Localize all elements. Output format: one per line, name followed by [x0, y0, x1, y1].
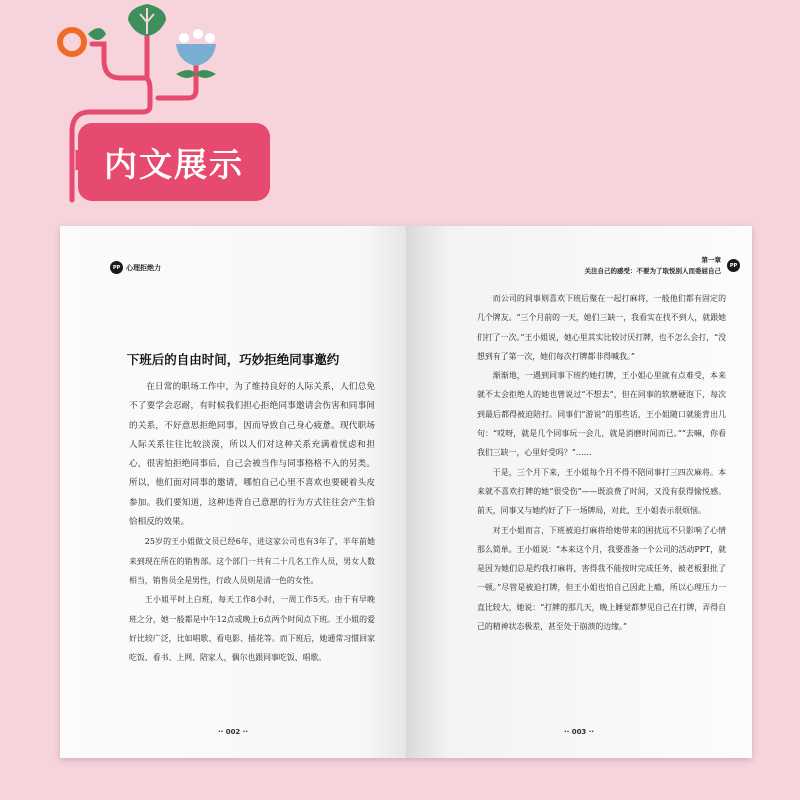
banner-title: 内文展示 [104, 144, 244, 184]
page-number: ·· 002 ·· [217, 728, 249, 736]
stem-line [158, 64, 196, 98]
right-page [406, 226, 752, 758]
leaf-icon [88, 28, 106, 40]
leaf-icon [196, 70, 216, 78]
section-title: 下班后的自由时间，巧妙拒绝同事邀约 [126, 352, 340, 367]
page-number: ·· 003 ·· [563, 728, 595, 736]
book-logo-icon: PP [110, 261, 123, 274]
orange-flower-icon [60, 30, 84, 54]
book-logo-icon: PP [727, 259, 740, 272]
paragraph: 25岁的王小姐做文员已经6年，进这家公司也有3年了，半年前她来到现在所在的销售部。这个部门一共有二十几名工作人员，男女人数相当，销售员全是男性，行政人员则是清一色的女性。 [129, 537, 375, 585]
paragraph: 王小姐平时上白班，每天工作8小时，一周工作5天。由于有早晚班之分，她一般都是中午12点或晚上6点两个时间点下班。王小姐的爱好比较广泛，比如唱歌、看电影、插花等。而下班后，她通常习惯回家吃饭、看书、上网、陪家人，偶尔也跟同事吃饭、唱歌。 [129, 595, 375, 663]
leaf-icon [176, 70, 196, 78]
left-body-text [129, 378, 375, 667]
left-page [60, 226, 406, 758]
paragraph: 渐渐地，一遇到同事下班约她打牌，王小姐心里就有点难受，本来就不太会拒绝人的她也曾说过“不想去”，但在同事的软磨硬泡下，每次到最后都得被迫陪打。同事们“游说”的那些话，王小姐随口就能背出几句：“哎呀，就是几个同事玩一会儿，就是消磨时间而已。”“去嘛，你看我们三缺一，心里好受吗？”…… [477, 371, 726, 458]
open-book [60, 226, 752, 758]
section-banner [78, 123, 270, 201]
paragraph: 而公司的同事则喜欢下班后聚在一起打麻将，一般他们都有固定的几个牌友。“三个月前的一天，她们三缺一，我看实在找不到人，就跟她们打了一次。”王小姐说，她心里其实比较讨厌打牌，也不怎么会打，“没想到有了第一次，她们每次打牌都非得喊我。” [477, 294, 726, 361]
blue-flower-icon [176, 44, 216, 66]
paragraph: 在日常的职场工作中，为了维持良好的人际关系，人们总免不了要学会忍耐，有时候我们担心拒绝同事邀请会伤害和同事间的关系，不好意思拒绝同事，因而导致自己身心疲惫。现代职场人际关系往往比较淡漠，所以人们对这种关系充满着忧虑和担心，很害怕拒绝同事后，自己会被当作与同事格格不入的另类。所以，他们面对同事的邀请，哪怕自己心里不喜欢也要硬着头皮参加。我们要知道，这种违背自己意愿的行为方式往往会产生恰恰相反的效果。 [129, 382, 375, 528]
right-body-text [477, 289, 726, 636]
paragraph: 对王小姐而言，下班被迫打麻将给她带来的困扰远不只影响了心情那么简单。王小姐说：“本来这个月，我要准备一个公司的活动PPT，就是因为她们总是约我打麻将，害得我不能按时完成任务，被老板狠批了一顿。”尽管是被迫打牌，但王小姐也怕自己因此上瘾，所以心理压力一直比较大，她说：“打牌的那几天，晚上睡觉都梦见自己在打牌，弄得自己的精神状态极差，甚至处于崩溃的边缘。” [477, 525, 726, 632]
running-header-subtitle: 关注自己的感受：不要为了取悦别人而委屈自己 [584, 267, 721, 275]
running-header-chapter: 第一章 [701, 256, 721, 264]
paragraph: 于是，三个月下来，王小姐每个月不得不陪同事打三四次麻将。本来就不喜欢打牌的她“很受伤”——既浪费了时间，又没有获得愉悦感。前天，同事又与她约好了下一场牌局，对此，王小姐表示很烦恼。 [477, 467, 726, 516]
running-header-title: 心理拒绝力 [126, 264, 161, 272]
